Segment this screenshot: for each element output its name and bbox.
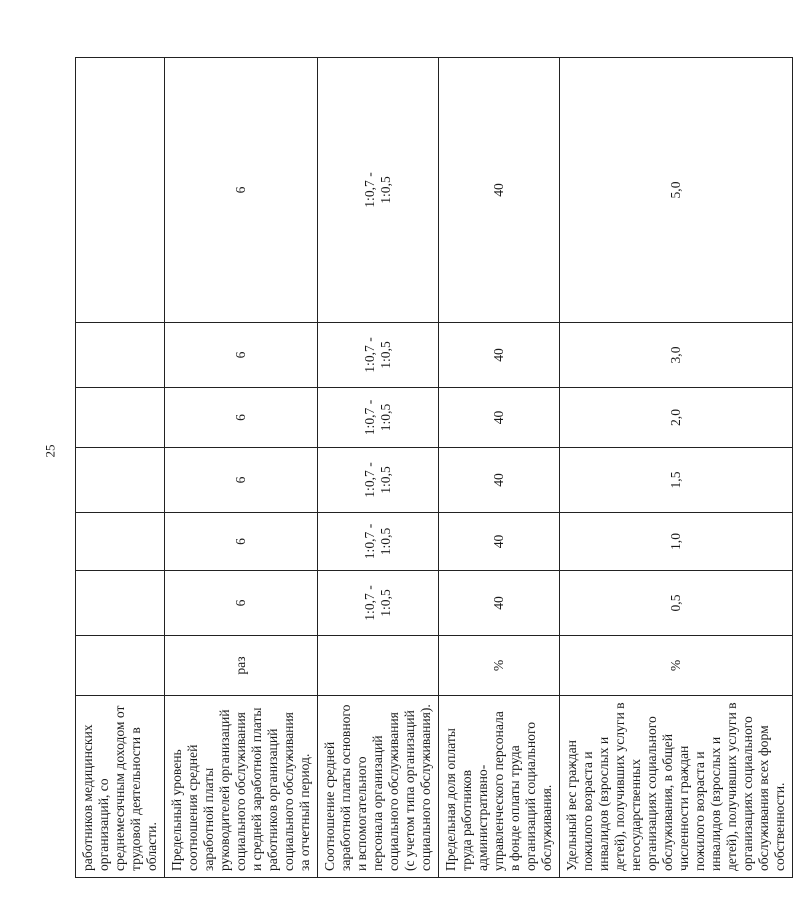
value-cell: 1,0 xyxy=(560,513,793,571)
rotated-table-frame xyxy=(75,58,787,878)
indicator-cell: Соотношение средней заработной платы основного и вспомогательного персонала организаций социального обслуживания (с учетом типа организаций социального обслуживания). xyxy=(318,696,439,878)
value-cell xyxy=(76,388,165,448)
value-cell: 1:0,7 - 1:0,5 xyxy=(318,323,439,388)
value-cell: 40 xyxy=(439,58,560,323)
indicators-table xyxy=(75,58,787,878)
table-row xyxy=(165,58,318,878)
value-cell: 2,0 xyxy=(560,388,793,448)
value-cell: 1:0,7 - 1:0,5 xyxy=(318,448,439,513)
value-cell xyxy=(76,513,165,571)
unit-cell: % xyxy=(560,636,793,696)
value-cell: 6 xyxy=(165,571,318,636)
unit-cell xyxy=(318,636,439,696)
value-cell: 6 xyxy=(165,448,318,513)
value-cell: 6 xyxy=(165,513,318,571)
value-cell: 5,0 xyxy=(560,58,793,323)
indicator-cell: Удельный вес граждан пожилого возраста и инвалидов (взрослых и детей), получивших услуги в негосударственных организациях социального обслуживания, в общей численности граждан пожилого возраста и инвалидов (взрослых и детей), получивших услуги в организациях социального обслуживания всех форм собственности. xyxy=(560,696,793,878)
value-cell: 6 xyxy=(165,388,318,448)
value-cell: 40 xyxy=(439,513,560,571)
value-cell: 40 xyxy=(439,323,560,388)
table-row xyxy=(76,58,165,878)
value-cell: 0,5 xyxy=(560,571,793,636)
unit-cell: раз xyxy=(165,636,318,696)
table-row xyxy=(439,58,560,878)
value-cell xyxy=(76,448,165,513)
unit-cell xyxy=(76,58,165,323)
indicator-cell: Предельная доля оплаты труда работников административно-управленческого персонала в фонде оплаты труда организаций социального обслуживания. xyxy=(439,696,560,878)
indicator-cell: Предельный уровень соотношения средней заработной платы руководителей организаций социального обслуживания и средней заработной платы работников организаций социального обслуживания за отчетный период. xyxy=(165,696,318,878)
value-cell xyxy=(76,323,165,388)
page-number: 25 xyxy=(42,444,57,458)
value-cell: 1:0,7 - 1:0,5 xyxy=(318,513,439,571)
value-cell: 1,5 xyxy=(560,448,793,513)
value-cell: 1:0,7 - 1:0,5 xyxy=(318,58,439,323)
value-cell: 1:0,7 - 1:0,5 xyxy=(318,388,439,448)
value-cell xyxy=(76,571,165,636)
value-cell: 6 xyxy=(165,58,318,323)
value-cell: 6 xyxy=(165,323,318,388)
value-cell: 40 xyxy=(439,448,560,513)
indicator-cell: работников медицинских организаций, со среднемесячным доходом от трудовой деятельности в области. xyxy=(76,696,165,878)
value-cell: 3,0 xyxy=(560,323,793,388)
table-row xyxy=(318,58,439,878)
table-row xyxy=(560,58,793,878)
value-cell: 40 xyxy=(439,388,560,448)
unit-cell: % xyxy=(439,636,560,696)
value-cell xyxy=(76,636,165,696)
value-cell: 40 xyxy=(439,571,560,636)
value-cell: 1:0,7 - 1:0,5 xyxy=(318,571,439,636)
